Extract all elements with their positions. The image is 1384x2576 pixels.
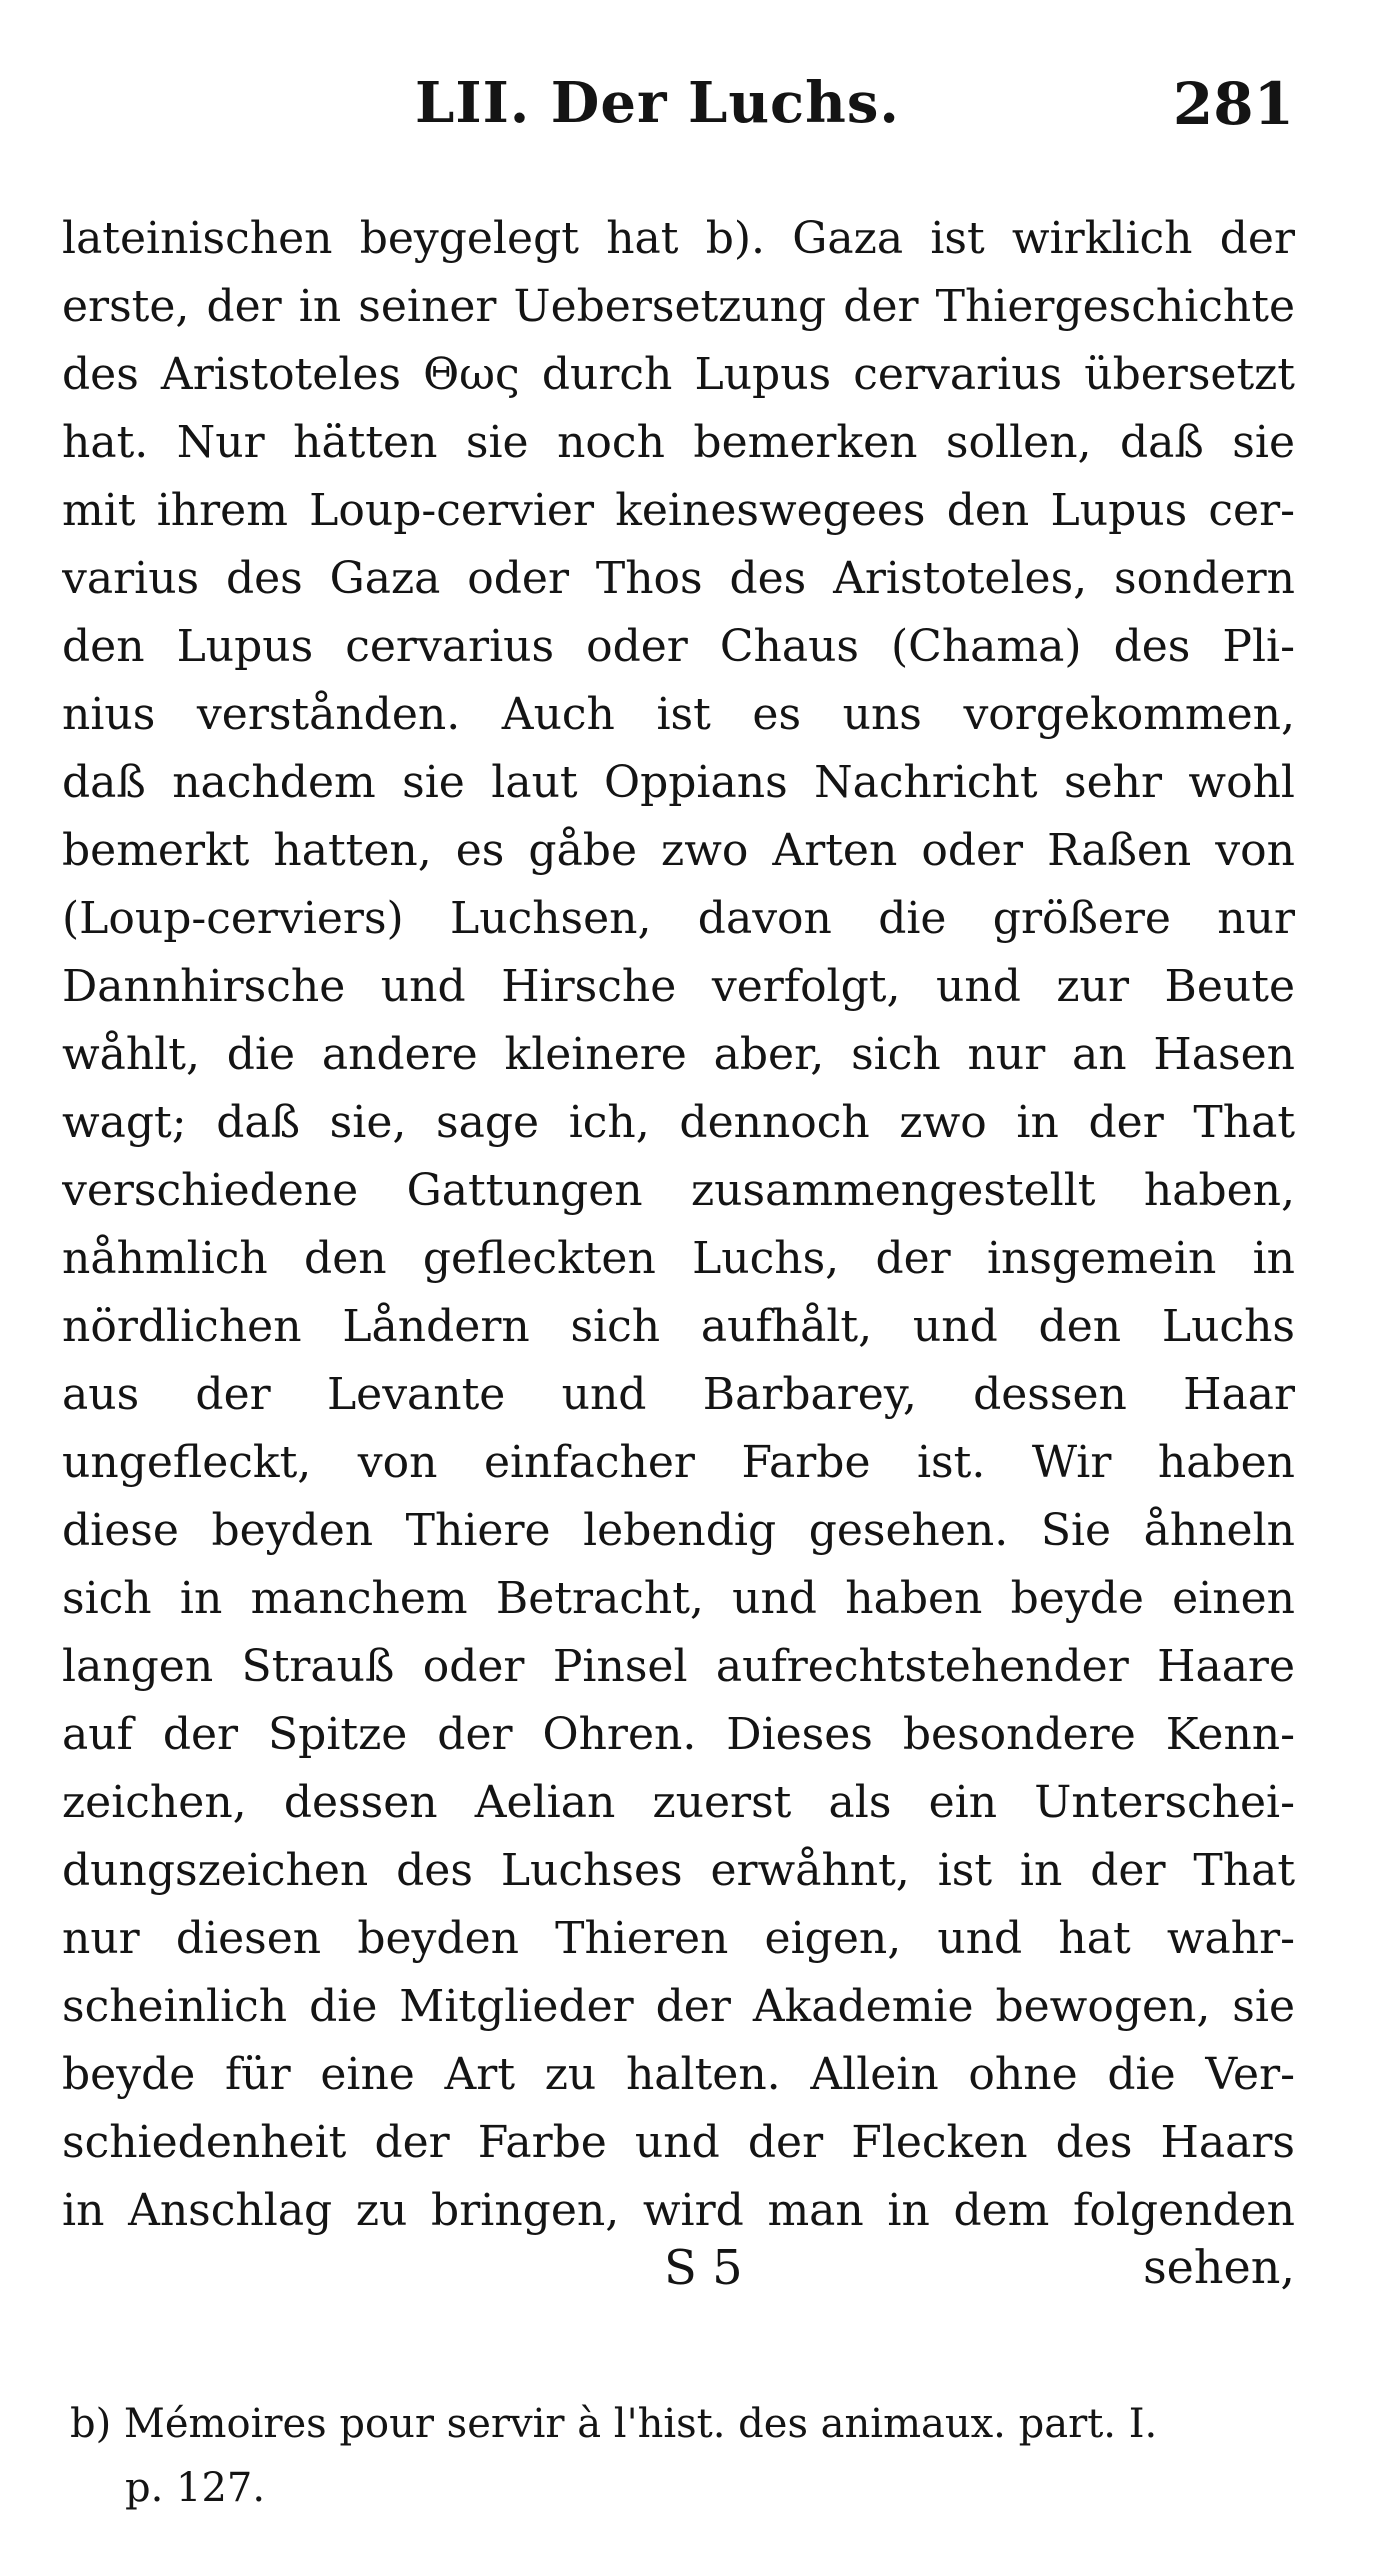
text-line: langen Strauß oder Pinsel aufrechtstehender Haare <box>62 1641 1295 1692</box>
text-line: schiedenheit der Farbe und der Flecken des Haars <box>62 2117 1295 2168</box>
chapter-title: LII. Der Luchs. <box>415 70 900 136</box>
text-line: scheinlich die Mitglieder der Akademie bewogen, sie <box>62 1981 1295 2032</box>
text-line: nius verstånden. Auch ist es uns vorgekommen, <box>62 689 1295 740</box>
text-line: nördlichen Låndern sich aufhålt, und den Luchs <box>62 1301 1295 1352</box>
text-line: Dannhirsche und Hirsche verfolgt, und zur Beute <box>62 961 1295 1012</box>
text-line: in Anschlag zu bringen, wird man in dem folgenden <box>62 2185 1295 2236</box>
text-line: nåhmlich den gefleckten Luchs, der insgemein in <box>62 1233 1295 1284</box>
text-line: bemerkt hatten, es gåbe zwo Arten oder Raßen von <box>62 825 1295 876</box>
catchword: sehen, <box>1143 2240 1295 2294</box>
text-line: (Loup-cerviers) Luchsen, davon die größere nur <box>62 893 1295 944</box>
page-bottom-marks <box>62 2240 1295 2320</box>
text-line: diese beyden Thiere lebendig gesehen. Sie åhneln <box>62 1505 1295 1556</box>
running-header <box>60 70 1294 160</box>
text-line: wåhlt, die andere kleinere aber, sich nur an Hasen <box>62 1029 1295 1080</box>
text-line: zeichen, dessen Aelian zuerst als ein Unterschei- <box>62 1777 1295 1828</box>
text-line: varius des Gaza oder Thos des Aristoteles, sondern <box>62 553 1295 604</box>
text-line: hat. Nur hätten sie noch bemerken sollen, daß sie <box>62 417 1295 468</box>
text-line: den Lupus cervarius oder Chaus (Chama) des Pli- <box>62 621 1295 672</box>
text-line: des Aristoteles Θως durch Lupus cervarius übersetzt <box>62 349 1295 400</box>
text-line: aus der Levante und Barbarey, dessen Haar <box>62 1369 1295 1420</box>
text-line: nur diesen beyden Thieren eigen, und hat wahr- <box>62 1913 1295 1964</box>
body-text <box>62 205 1295 2245</box>
footnote-line: p. 127. <box>125 2465 266 2511</box>
text-line: daß nachdem sie laut Oppians Nachricht sehr wohl <box>62 757 1295 808</box>
text-line: verschiedene Gattungen zusammengestellt haben, <box>62 1165 1295 1216</box>
text-line: ungefleckt, von einfacher Farbe ist. Wir haben <box>62 1437 1295 1488</box>
text-line: erste, der in seiner Uebersetzung der Thiergeschichte <box>62 281 1295 332</box>
page-number: 281 <box>1172 70 1294 138</box>
signature-mark: S 5 <box>664 2240 743 2296</box>
text-line: beyde für eine Art zu halten. Allein ohne die Ver- <box>62 2049 1295 2100</box>
text-line: lateinischen beygelegt hat b). Gaza ist wirklich der <box>62 213 1295 264</box>
text-line: auf der Spitze der Ohren. Dieses besondere Kenn- <box>62 1709 1295 1760</box>
text-line: wagt; daß sie, sage ich, dennoch zwo in der That <box>62 1097 1295 1148</box>
footnote <box>70 2392 1320 2520</box>
text-line: sich in manchem Betracht, und haben beyde einen <box>62 1573 1295 1624</box>
text-line: mit ihrem Loup-cervier keineswegees den Lupus cer- <box>62 485 1295 536</box>
text-line: dungszeichen des Luchses erwåhnt, ist in der That <box>62 1845 1295 1896</box>
footnote-line: b) Mémoires pour servir à l'hist. des animaux. part. I. <box>70 2401 1158 2447</box>
